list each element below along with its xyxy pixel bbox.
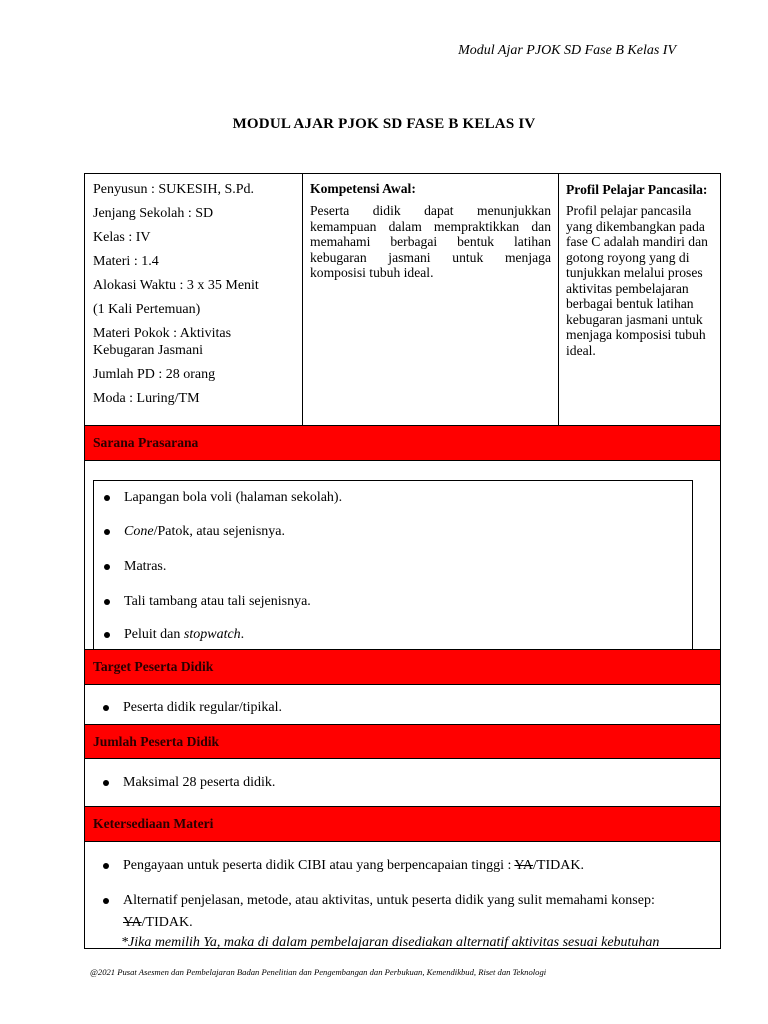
identity-moda: Moda : Luring/TM: [93, 391, 200, 406]
profil-text: Profil pelajar pancasila yang dikembangkan pada fase C adalah mandiri dan gotong royong yang di tunjukkan melalui proses aktivitas pembelajaran berbagai bentuk latihan kebugaran jasmani untuk menjaga komposisi tubuh ideal.: [566, 203, 708, 358]
list-item: [103, 892, 715, 934]
bullet-icon: [104, 564, 110, 570]
bullet-icon: [103, 780, 109, 786]
profil-cell: [559, 174, 720, 425]
list-item: [103, 774, 275, 791]
running-header: Modul Ajar PJOK SD Fase B Kelas IV: [458, 43, 676, 58]
sarana-item-1: Lapangan bola voli (halaman sekolah).: [124, 490, 343, 505]
identity-penyusun: Penyusun : SUKESIH, S.Pd.: [93, 182, 255, 197]
bullet-icon: [103, 863, 109, 869]
identity-jumlah-pd: Jumlah PD : 28 orang: [93, 367, 216, 382]
list-item: [103, 857, 715, 874]
document-title: MODUL AJAR PJOK SD FASE B KELAS IV: [232, 116, 536, 132]
identity-jenjang: Jenjang Sekolah : SD: [93, 206, 214, 221]
kompetensi-cell: [303, 174, 559, 425]
info-row: [85, 174, 720, 426]
sarana-item-3: Matras.: [124, 559, 167, 574]
identity-alokasi: Alokasi Waktu : 3 x 35 Menit: [93, 278, 259, 293]
list-item: [104, 626, 244, 643]
sarana-item-5: Peluit dan stopwatch.: [124, 627, 245, 642]
list-item: [104, 489, 342, 506]
list-item: [104, 593, 311, 610]
target-item: Peserta didik regular/tipikal.: [123, 700, 283, 715]
bullet-icon: [104, 632, 110, 638]
kompetensi-text: Peserta didik dapat menunjukkan kemampuan dalam mempraktikkan dan memahami berbagai bentuk latihan kebugaran jasmani untuk menjaga komposisi tubuh ideal.: [310, 203, 551, 280]
bullet-icon: [103, 898, 109, 904]
sarana-item-4: Tali tambang atau tali sejenisnya.: [124, 594, 311, 609]
identity-materi-pokok: Materi Pokok : Aktivitas Kebugaran Jasmani: [93, 326, 232, 358]
ketersediaan-section: [85, 842, 720, 949]
sarana-item-2: Cone/Patok, atau sejenisnya.: [124, 524, 285, 539]
target-section: [85, 685, 720, 725]
jumlah-section: [85, 759, 720, 807]
target-heading: Target Peserta Didik: [85, 650, 720, 685]
identity-pertemuan: (1 Kali Pertemuan): [93, 302, 201, 317]
identity-materi: Materi : 1.4: [93, 254, 159, 269]
kompetensi-heading: Kompetensi Awal:: [310, 181, 416, 196]
jumlah-heading: Jumlah Peserta Didik: [85, 725, 720, 759]
sarana-list-box: [93, 480, 693, 650]
sarana-heading: Sarana Prasarana: [85, 426, 720, 461]
ketersediaan-heading: Ketersediaan Materi: [85, 807, 720, 842]
ketersediaan-item-1: Pengayaan untuk peserta didik CIBI atau yang berpencapaian tinggi : YA/TIDAK.: [123, 858, 584, 873]
identity-cell: [85, 174, 303, 425]
bullet-icon: [104, 599, 110, 605]
list-item: [103, 699, 282, 716]
ketersediaan-note: *Jika memilih Ya, maka di dalam pembelajaran disediakan alternatif aktivitas sesuai kebutuhan: [121, 935, 660, 949]
sarana-section: [85, 461, 720, 650]
profil-heading: Profil Pelajar Pancasila:: [566, 182, 708, 197]
list-item: [104, 523, 285, 540]
bullet-icon: [104, 495, 110, 501]
bullet-icon: [104, 529, 110, 535]
bullet-icon: [103, 705, 109, 711]
copyright-footer: @2021 Pusat Asesmen dan Pembelajaran Badan Penelitian dan Pengembangan dan Perbukuan, Kemendikbud, Riset dan Teknologi: [90, 967, 547, 977]
ketersediaan-item-2: Alternatif penjelasan, metode, atau aktivitas, untuk peserta didik yang sulit memahami konsep: YA/TIDAK.: [123, 893, 655, 930]
identity-kelas: Kelas : IV: [93, 230, 151, 245]
list-item: [104, 558, 166, 575]
module-table: [84, 173, 721, 949]
jumlah-item: Maksimal 28 peserta didik.: [123, 775, 276, 790]
